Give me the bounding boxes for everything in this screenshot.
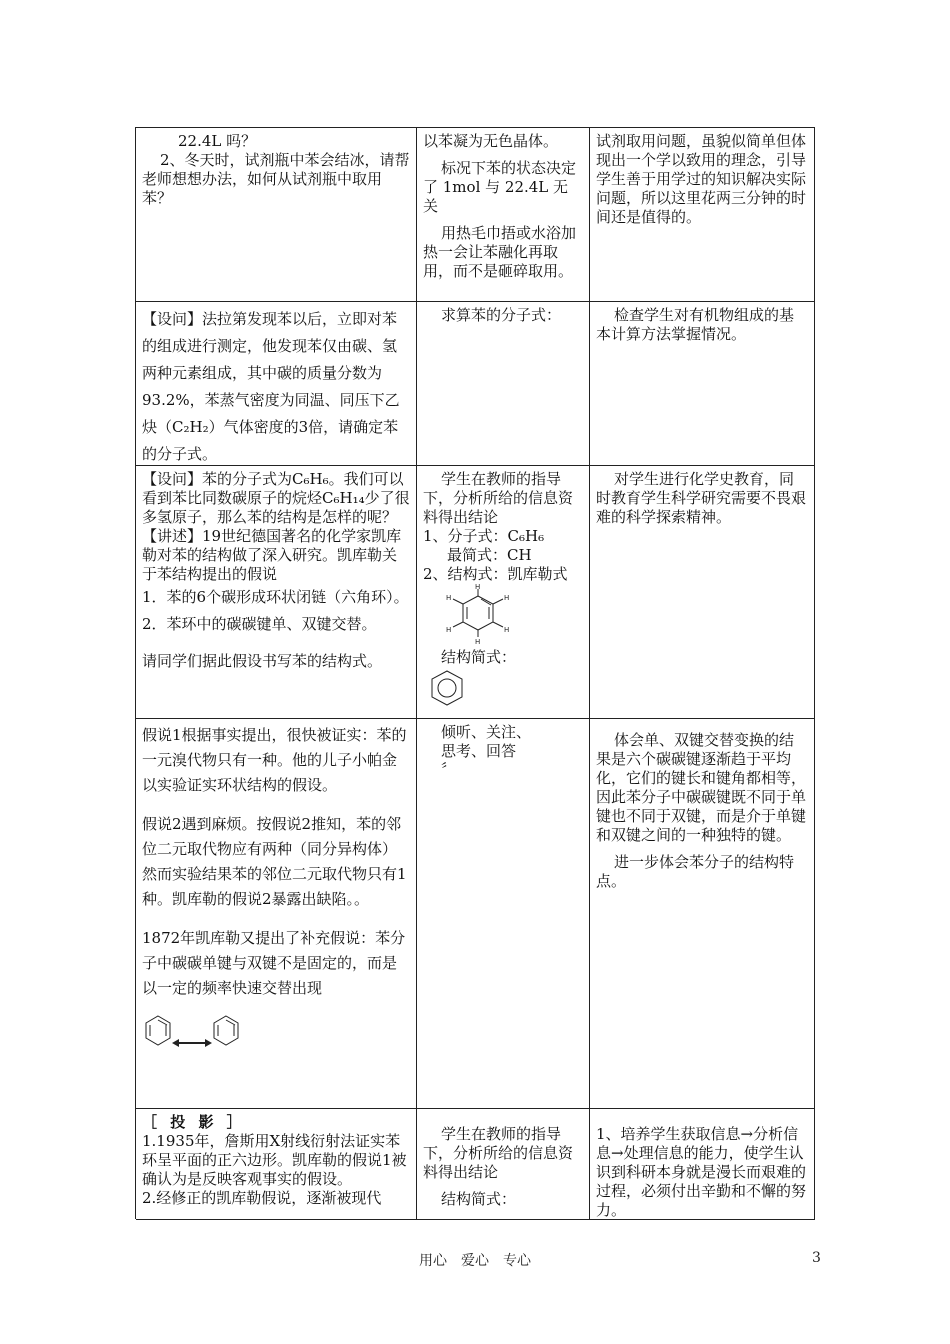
row1-student-cell [417, 128, 590, 302]
row5-col1-line3: 2.经修正的凯库勒假说，逐渐被现代 [142, 1189, 382, 1207]
row4-col2-line2: 思考、回答 [441, 742, 517, 760]
row5-col1-line2: 1.1935年，詹斯用X射线衍射法证实苯环呈平面的正六边形。凯库勒的假说1被确认为是反映客观事实的假设。 [142, 1132, 407, 1188]
row4-student-cell [417, 719, 590, 1109]
row3-col1-line5: 请同学们据此假设书写苯的结构式。 [142, 652, 383, 670]
row2-teacher-cell [136, 302, 417, 466]
row3-col1-line4: 2．苯环中的碳碳键单、双键交替。 [142, 615, 377, 633]
row4-teacher-cell [136, 719, 417, 1109]
row1-col2-line1: 以苯凝为无色晶体。 [423, 132, 559, 150]
row3-col3-line1: 对学生进行化学史教育，同时教育学生科学研究需要不畏艰难的科学探索精神。 [596, 470, 807, 526]
row2-student-cell [417, 302, 590, 466]
row2-col3-line1: 检查学生对有机物组成的基本计算方法掌握情况。 [596, 306, 795, 343]
row5-teacher-cell [136, 1109, 417, 1220]
projection-heading: ［ 投 影 ］ [142, 1113, 246, 1131]
row1-col1-line2: 2、冬天时，试剂瓶中苯会结冰，请帮老师想想办法，如何从试剂瓶中取用苯？ [142, 151, 410, 207]
row3-col1-line1: 【设问】苯的分子式为C₆H₆。我们可以看到苯比同数碳原子的烷烃C₆H₁₄少了很多氢原子，那么苯的结构是怎样的呢？ [142, 470, 410, 526]
row3-col2-line1: 学生在教师的指导下，分析所给的信息资料得出结论 [423, 470, 574, 526]
kekule-resonance-icon [142, 1013, 252, 1053]
row2-intent-cell [590, 302, 815, 466]
row4-col3-line2: 进一步体会苯分子的结构特点。 [596, 853, 795, 890]
row4-col1-line3: 1872年凯库勒又提出了补充假说：苯分子中碳碳单键与双键不是固定的，而是以一定的频率快速交替出现 [142, 929, 406, 997]
row4-col2-line3: 〞 [441, 761, 457, 779]
row3-col1-line2: 【讲述】19世纪德国著名的化学家凯库勒对苯的结构做了深入研究。凯库勒关于苯结构提出的假说 [142, 527, 402, 583]
h-atom-label: H [504, 626, 510, 634]
h-atom-label: H [504, 594, 510, 602]
h-atom-label: H [446, 626, 452, 634]
row1-intent-cell [590, 128, 815, 302]
row1-col2-line2: 标况下苯的状态决定了 1mol 与 22.4L 无关 [423, 159, 577, 215]
row1-col1-line1: 22.4L 吗？ [178, 132, 257, 150]
row3-student-cell [417, 466, 590, 719]
row5-student-cell [417, 1109, 590, 1220]
page-number: 3 [812, 1250, 821, 1266]
row3-col2-line3: 最简式：CH [447, 546, 532, 564]
row1-col3-line1: 试剂取用问题，虽貌似简单但体现出一个学以致用的理念，引导学生善于用学过的知识解决实际问题，所以这里花两三分钟的时间还是值得的。 [596, 132, 807, 226]
row5-col2-line2: 结构简式： [441, 1190, 517, 1208]
h-atom-label: H [475, 584, 481, 591]
h-atom-label: H [446, 594, 452, 602]
row3-col1-line3: 1．苯的6个碳形成环状闭链（六角环）。 [142, 588, 409, 606]
row3-intent-cell [590, 466, 815, 719]
row2-col2-line1: 求算苯的分子式： [441, 306, 562, 324]
row4-col1-line1: 假说1根据事实提出，很快被证实：苯的一元溴代物只有一种。他的儿子小帕金以实验证实环状结构的假设。 [142, 726, 407, 794]
row1-teacher-cell [136, 128, 417, 302]
row3-col2-line5: 结构简式： [441, 648, 517, 666]
row5-col3-line1: 1、培养学生获取信息→分析信息→处理信息的能力，使学生认识到科研本身就是漫长而艰难的过程，必须付出辛勤和不懈的努力。 [596, 1125, 807, 1219]
row3-col2-line2: 1、分子式：C₆H₆ [423, 527, 545, 545]
row5-intent-cell [590, 1109, 815, 1220]
page-footer: 用心 爱心 专心 [419, 1253, 531, 1269]
row5-col2-line1: 学生在教师的指导下，分析所给的信息资料得出结论 [423, 1125, 574, 1181]
row3-col2-line4: 2、结构式：凯库勒式 [423, 565, 568, 583]
row4-col1-line2: 假说2遇到麻烦。按假说2推知，苯的邻位二元取代物应有两种（同分异构体）然而实验结果苯的邻位二元取代物只有1种。凯库勒的假说2暴露出缺陷。。 [142, 815, 407, 908]
row4-col2-line1: 倾听、关注、 [441, 723, 532, 741]
row1-col2-line3: 用热毛巾捂或水浴加热一会让苯融化再取用，而不是砸碎取用。 [423, 224, 577, 280]
row2-col1-line1: 【设问】法拉第发现苯以后，立即对苯的组成进行测定，他发现苯仅由碳、氢两种元素组成，其中碳的质量分数为93.2%，苯蒸气密度为同温、同压下乙炔（C₂H₂）气体密度的3倍，请确定苯的分子式。 [142, 310, 400, 463]
h-atom-label: H [475, 638, 481, 644]
row4-intent-cell [590, 719, 815, 1109]
row5-col1-heading [142, 1113, 410, 1132]
row4-col3-line1: 体会单、双键交替变换的结果是六个碳碳键逐渐趋于平均化，它们的键长和键角都相等，因此苯分子中碳碳键既不同于单键也不同于双键，而是介于单键和双键之间的一种独特的键。 [596, 731, 807, 844]
row3-teacher-cell [136, 466, 417, 719]
lesson-table [135, 127, 815, 1219]
benzene-ring-icon [423, 667, 483, 711]
kekule-structure-formula [423, 584, 533, 644]
